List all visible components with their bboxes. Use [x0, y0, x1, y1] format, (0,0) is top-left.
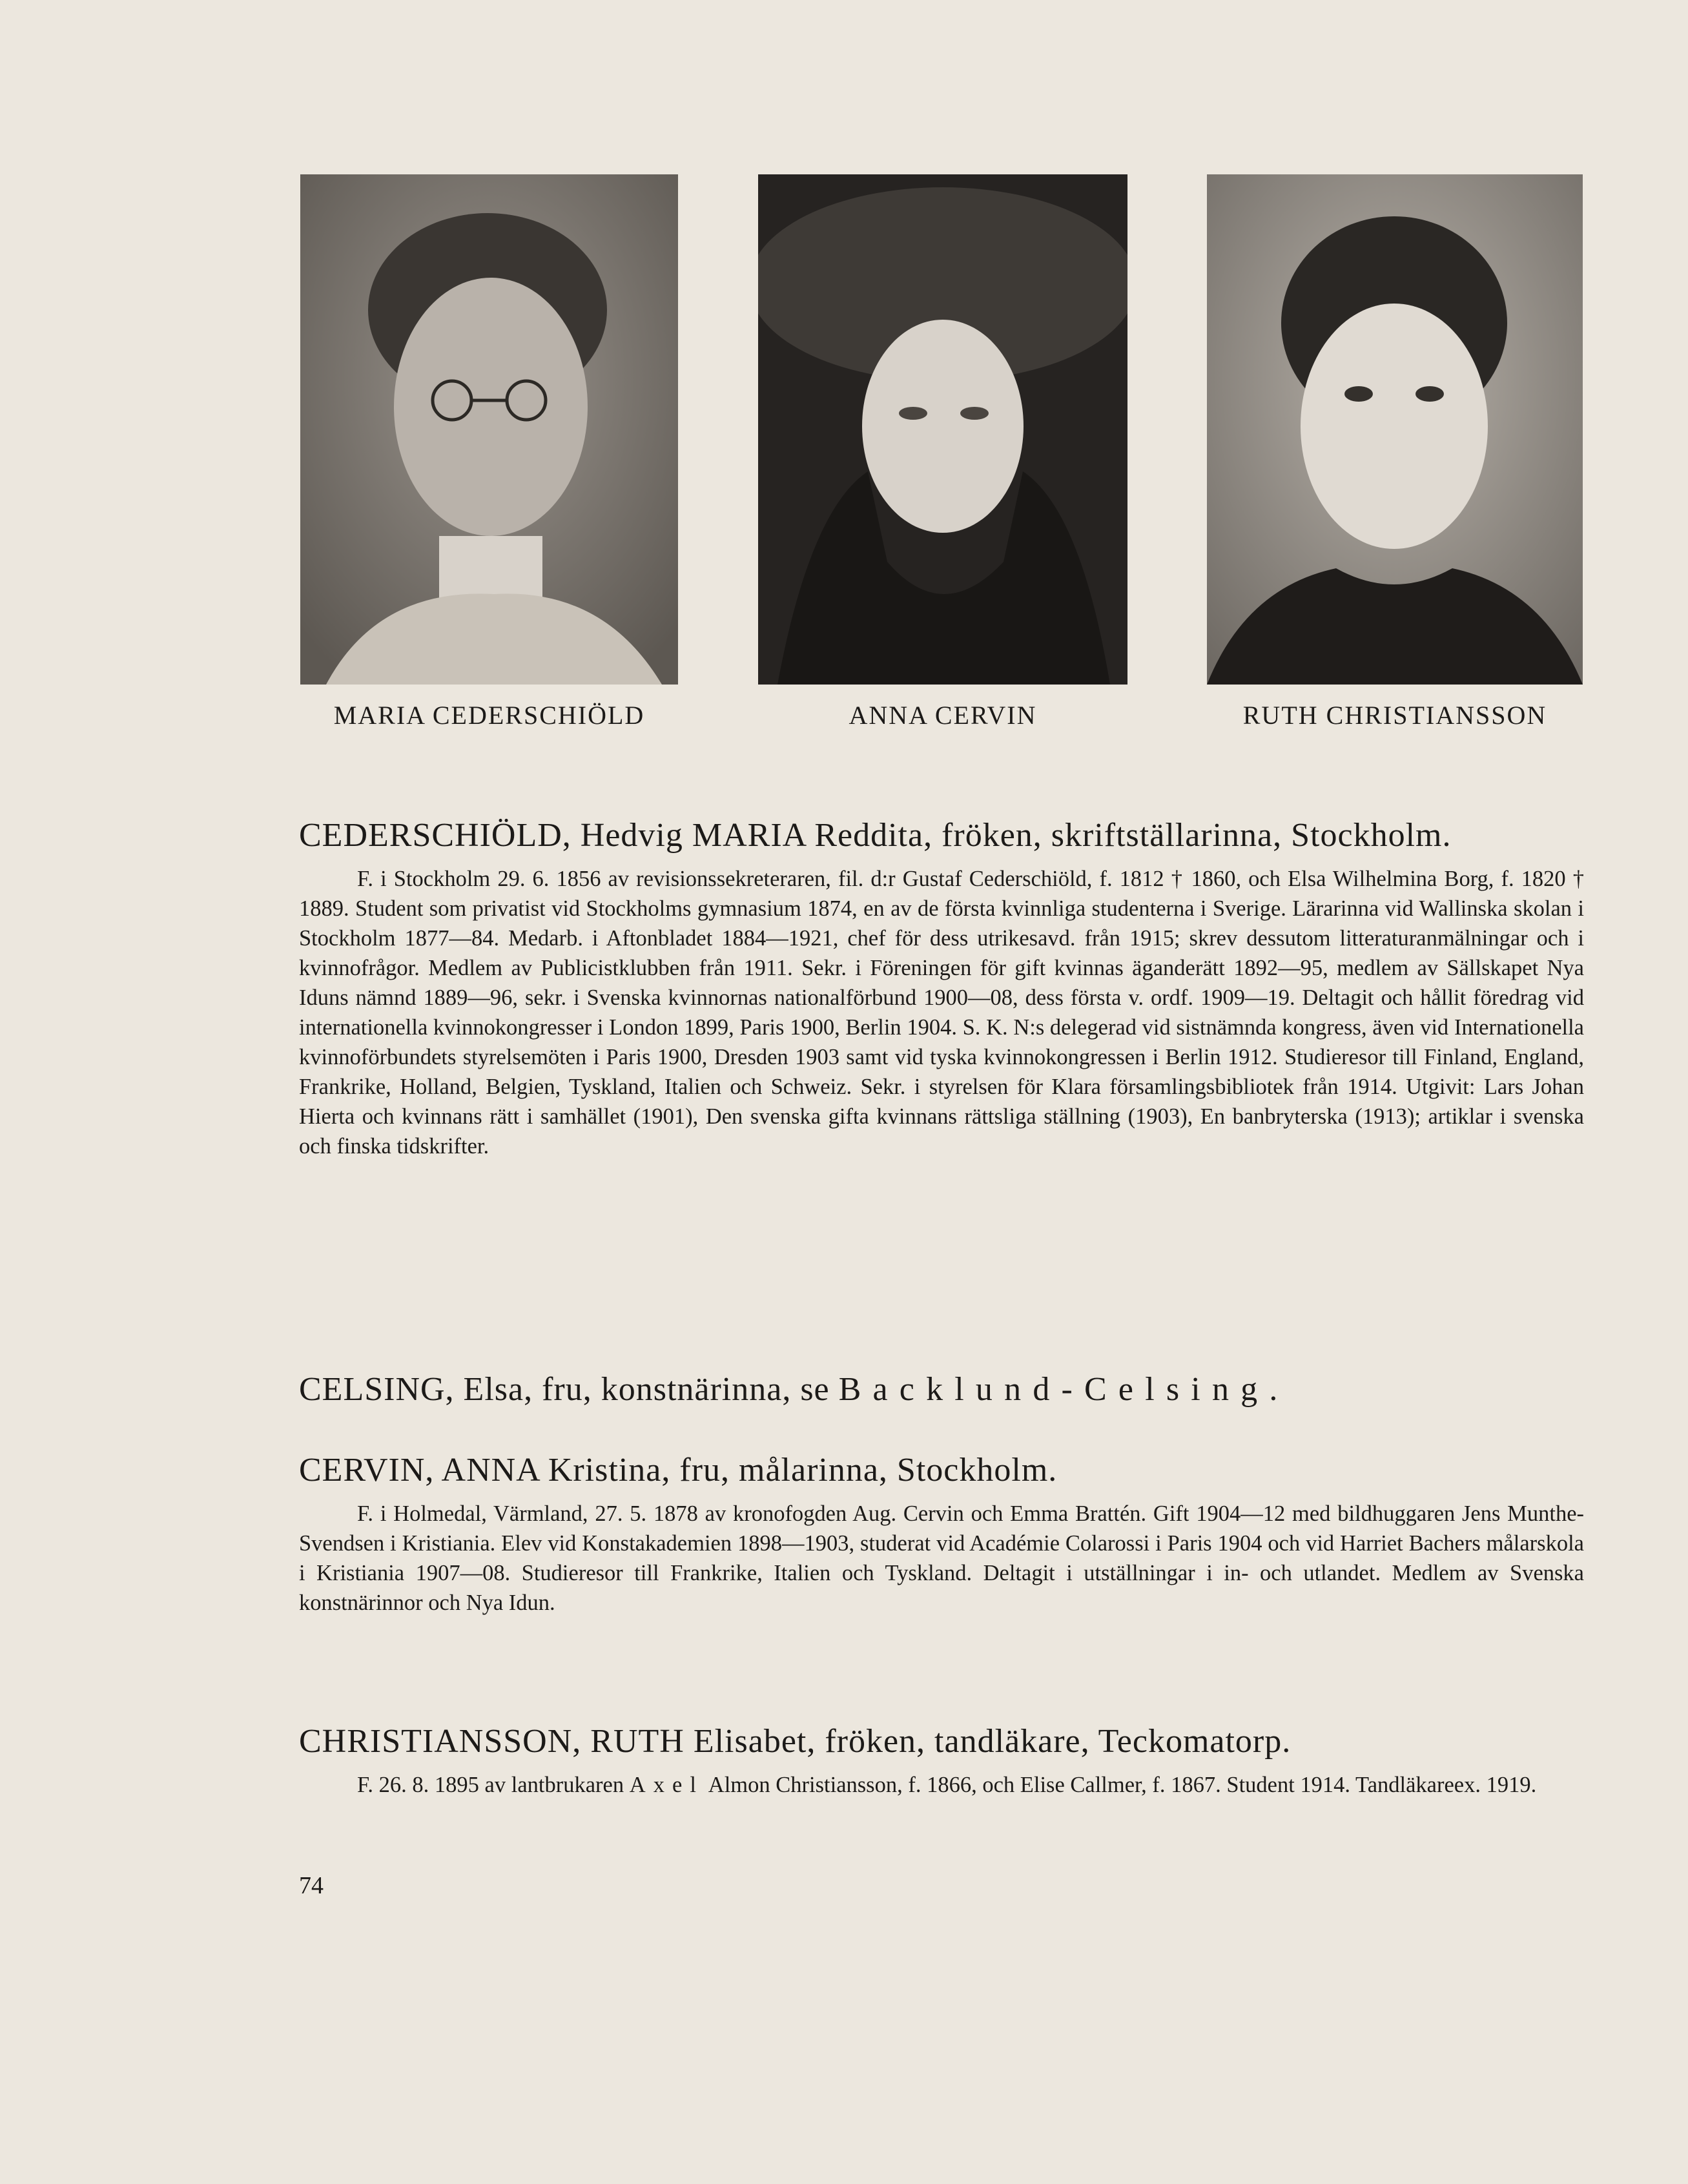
entry-christiansson — [299, 1721, 1584, 1800]
portrait-image — [758, 174, 1127, 685]
portrait-photo-maria-cederschiold — [300, 174, 678, 685]
entry-body: F. i Holmedal, Värmland, 27. 5. 1878 av kronofogden Aug. Cervin och Emma Brattén. Gift 1904—12 med bildhuggaren Jens Munthe-Svendsen i Kristiania. Elev vid Konstakademien 1898—1903, studerat vid Académie Colarossi i Paris 1904 och vid Harriet Bachers målarskola i Kristiania 1907—08. Studieresor till Frankrike, Italien och Tyskland. Deltagit i utställningar i in- och utlandet. Medlem av Svenska konstnärinnor och Nya Idun. — [299, 1501, 1584, 1615]
page-number: 74 — [299, 1872, 324, 1899]
entry-heading: CERVIN, ANNA Kristina, fru, målarinna, Stockholm. — [299, 1452, 1058, 1489]
entry-heading: CHRISTIANSSON, RUTH Elisabet, fröken, tandläkare, Teckomatorp. — [299, 1723, 1292, 1760]
entry-body-spaced-name: Axel — [629, 1773, 705, 1797]
entry-cervin — [299, 1450, 1584, 1618]
portrait-image — [1207, 174, 1583, 685]
entry-heading-end: . — [1269, 1371, 1279, 1408]
portrait-caption: RUTH CHRISTIANSSON — [1242, 701, 1547, 730]
entry-heading — [299, 1369, 1584, 1410]
entry-heading-text: CELSING, Elsa, fru, konstnärinna, se — [299, 1371, 839, 1408]
entry-body-text-end: Almon Christiansson, f. 1866, och Elise Callmer, f. 1867. Student 1914. Tandläkareex. 1919. — [704, 1773, 1537, 1797]
entry-cederschiold — [299, 815, 1584, 1161]
entry-body — [299, 1770, 1584, 1800]
entry-body-text: F. 26. 8. 1895 av lantbrukaren — [357, 1773, 630, 1797]
portrait-caption: MARIA CEDERSCHIÖLD — [333, 701, 645, 730]
entry-body: F. i Stockholm 29. 6. 1856 av revisionssekreteraren, fil. d:r Gustaf Cederschiöld, f. 1812 † 1860, och Elsa Wilhelmina Borg, f. 1820 † 1889. Student som privatist vid Stockholms gymnasium 1874, en av de första kvinnliga studenterna i Sverige. Lärarinna vid Wallinska skolan i Stockholm 1877—84. Medarb. i Aftonbladet 1884—1921, chef för dess utrikesavd. från 1915; skrev dessutom litteraturanmälningar och i kvinnofrågor. Medlem av Publicistklubben från 1911. Sekr. i Föreningen för gift kvinnas äganderätt 1892—95, medlem av Sällskapet Nya Iduns nämnd 1889—96, sekr. i Svenska kvinnornas nationalförbund 1900—08, dess första v. ordf. 1909—19. Deltagit och hållit föredrag vid internationella kvinnokongresser i London 1899, Paris 1900, Berlin 1904. S. K. N:s delegerad vid sistnämnda kongress, även vid Internationella kvinnoförbundets styrelsemöten i Paris 1900, Dresden 1903 samt vid tyska kvinnokongressen i Berlin 1912. Studieresor till Finland, England, Frankrike, Holland, Belgien, Tyskland, Italien och Schweiz. Sekr. i styrelsen för Klara församlingsbibliotek från 1914. Utgivit: Lars Johan Hierta och kvinnans rätt i samhället (1901), Den svenska gifta kvinnans rättsliga ställning (1903), En banbryterska (1913); artiklar i svenska och finska tidskrifter. — [299, 867, 1584, 1159]
portrait-caption: ANNA CERVIN — [849, 701, 1037, 730]
cross-reference-link: Backlund-Celsing — [838, 1371, 1270, 1408]
portrait-image — [300, 174, 678, 685]
entry-heading: CEDERSCHIÖLD, Hedvig MARIA Reddita, fröken, skriftställarinna, Stockholm. — [299, 817, 1452, 854]
entry-celsing — [299, 1369, 1584, 1410]
portrait-photo-ruth-christiansson — [1207, 174, 1583, 685]
portrait-photo-anna-cervin — [758, 174, 1127, 685]
